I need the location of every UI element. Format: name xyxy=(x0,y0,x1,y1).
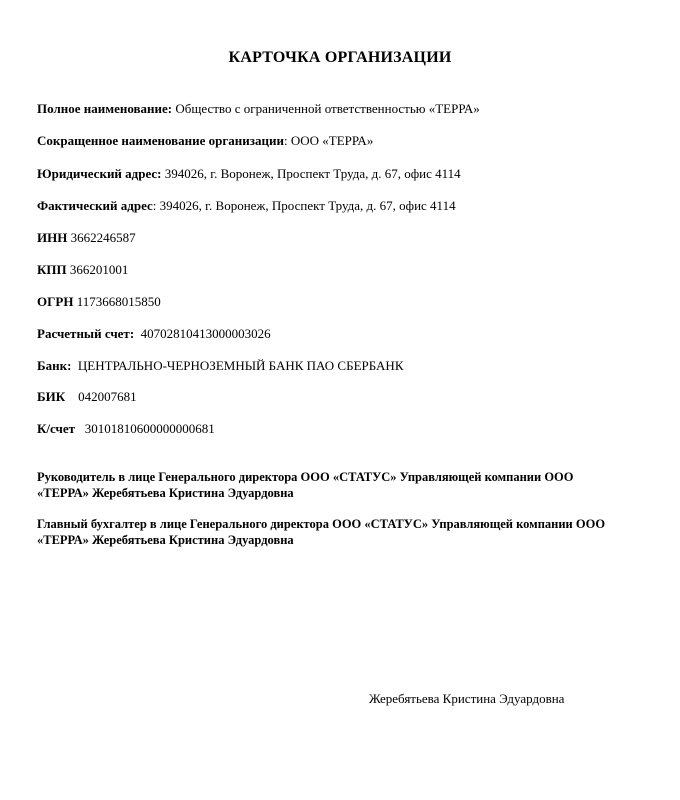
accountant-statement xyxy=(37,516,647,548)
field-label: БИК xyxy=(37,389,66,404)
field-label: Расчетный счет: xyxy=(37,326,135,341)
field-settlement-account xyxy=(37,326,271,342)
field-label: Фактический адрес xyxy=(37,198,153,213)
director-line-1: Руководитель в лице Генерального директора ООО «СТАТУС» Управляющей компании ООО xyxy=(37,470,574,484)
field-ogrn xyxy=(37,294,161,310)
field-value: 042007681 xyxy=(78,389,137,404)
document-title: КАРТОЧКА ОРГАНИЗАЦИИ xyxy=(228,49,452,66)
field-value: 394026, г. Воронеж, Проспект Труда, д. 67, офис 4114 xyxy=(164,166,461,181)
field-legal-address xyxy=(37,166,461,182)
field-value: 1173668015850 xyxy=(76,294,161,309)
field-kpp xyxy=(37,262,128,278)
field-short-name: Сокращенное наименование организации: ООО «ТЕРРА» xyxy=(37,133,374,148)
field-label: ИНН xyxy=(37,230,68,245)
accountant-line-2: «ТЕРРА» Жеребятьева Кристина Эдуардовна xyxy=(37,533,294,547)
field-correspondent-account xyxy=(37,421,215,437)
field-full-name xyxy=(37,101,480,117)
field-label: Полное наименование: xyxy=(37,101,173,116)
field-label: Банк: xyxy=(37,358,72,373)
director-line-2: «ТЕРРА» Жеребятьева Кристина Эдуардовна xyxy=(37,486,294,500)
field-label: Юридический адрес: xyxy=(37,166,162,181)
director-statement xyxy=(37,469,647,501)
field-label: Сокращенное наименование организации xyxy=(37,133,284,148)
field-bank xyxy=(37,358,403,374)
field-actual-address: Фактический адрес: 394026, г. Воронеж, Проспект Труда, д. 67, офис 4114 xyxy=(37,198,456,213)
field-label: К/счет xyxy=(37,421,76,436)
field-bik xyxy=(37,389,137,405)
field-label: КПП xyxy=(37,262,67,277)
field-value: 30101810600000000681 xyxy=(84,421,215,436)
field-value: ООО «ТЕРРА» xyxy=(290,133,374,148)
field-value: 394026, г. Воронеж, Проспект Труда, д. 67, офис 4114 xyxy=(159,198,456,213)
field-value: 40702810413000003026 xyxy=(140,326,271,341)
signer-name: Жеребятьева Кристина Эдуардовна xyxy=(369,691,565,706)
field-inn xyxy=(37,230,136,246)
field-label: ОГРН xyxy=(37,294,74,309)
field-value: 366201001 xyxy=(69,262,129,277)
accountant-line-1: Главный бухгалтер в лице Генерального директора ООО «СТАТУС» Управляющей компании ООО xyxy=(37,517,606,531)
field-value: ЦЕНТРАЛЬНО-ЧЕРНОЗЕМНЫЙ БАНК ПАО СБЕРБАНК xyxy=(77,358,404,373)
field-value: Общество с ограниченной ответственностью «ТЕРРА» xyxy=(175,101,480,116)
field-value: 3662246587 xyxy=(70,230,136,245)
